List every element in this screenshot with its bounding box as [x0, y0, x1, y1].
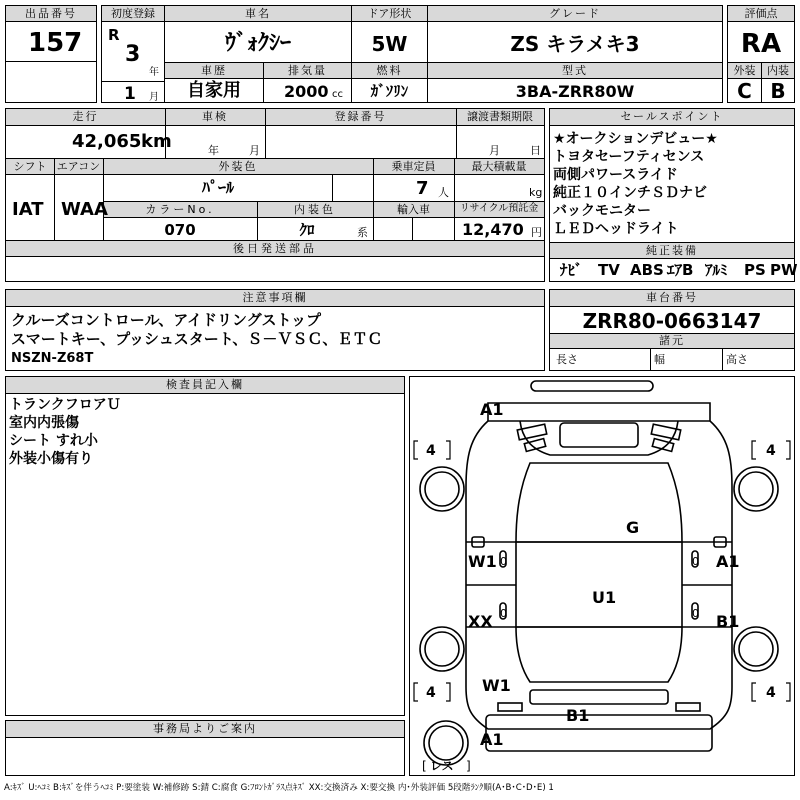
transfer-month-unit: 月 [489, 144, 500, 157]
interior-color-label: 内装色 [294, 203, 336, 216]
transfer-deadline-label: 譲渡書類期限 [467, 110, 533, 123]
height-label: 高さ [726, 353, 748, 366]
mark-rear-center: B1 [566, 706, 590, 725]
inspector-line: 室内内張傷 [9, 415, 79, 431]
equip-item: ｱﾙﾐ [705, 261, 728, 279]
grille [560, 423, 638, 447]
car-name-label: 車名 [165, 6, 351, 22]
car-name-box [164, 5, 352, 63]
office-label: 事務局よりご案内 [6, 721, 404, 738]
recycle-deposit: 12,470 [462, 220, 524, 239]
inspector-line: シート すれ小 [9, 433, 98, 449]
pillar-mark: 0 [500, 607, 507, 620]
tire-front-right-value: 4 [766, 443, 776, 459]
ac-label: エアコン [56, 160, 101, 173]
sales-point: ★オークションデビュー★ [553, 131, 718, 147]
first-registration-label: 初度登録 [102, 6, 164, 22]
notes-box [5, 289, 545, 371]
pillar-mark: 0 [692, 607, 699, 620]
later-parts-label: 後日発送部品 [233, 242, 317, 255]
mark-rear-left: A1 [480, 730, 504, 749]
exterior-color: ﾊﾟｰﾙ [201, 178, 234, 197]
grade-label: グレード [428, 6, 722, 22]
registration-year: 3 [125, 42, 141, 67]
inspection-year-unit: 年 [208, 144, 219, 157]
notes-list [11, 311, 382, 368]
rear-glass [516, 627, 682, 682]
model-code: 3BA-ZRR80W [515, 82, 635, 101]
recycle-label: リサイクル預託金 [459, 203, 539, 214]
color-label: 外装色 [218, 160, 258, 173]
interior-grade-label: 内装 [762, 63, 794, 79]
transfer-day-unit: 日 [530, 144, 541, 157]
legend: A:ｷｽﾞ U:ﾍｺﾐ B:ｷｽﾞを伴うﾍｺﾐ P:要塗装 W:補修跡 S:錆 C:腐食 G:ﾌﾛﾝﾄｶﾞﾗｽ点ｷｽﾞ XX:交換済み X:要交換 内･外装評価 5段階ﾗﾝｸ順(A･B･C･D･E) 1 [4, 783, 554, 793]
tire-front-left-value: 4 [426, 443, 436, 459]
import-label: 輸入車 [397, 203, 430, 216]
era-symbol: R [108, 26, 120, 44]
door-box [351, 5, 428, 63]
exterior-grade: C [737, 79, 752, 103]
fuel-label: 燃料 [352, 63, 427, 79]
damage-diagram-box [409, 376, 795, 776]
office-box [5, 720, 405, 776]
door-type: 5W [371, 32, 408, 56]
grade: ZS キラメキ3 [510, 32, 640, 56]
ac-type: WAA [61, 199, 108, 220]
lot-number: 157 [28, 28, 83, 58]
note-line: スマートキー、プッシュスタート、Ｓ－ＶＳＣ、ＥＴＣ [11, 330, 383, 348]
mileage-unit: km [141, 131, 172, 152]
first-registration-box [101, 5, 165, 103]
displacement-label: 排気量 [264, 63, 351, 79]
chassis-label: 車台番号 [550, 290, 794, 307]
mileage: 42,065 [72, 131, 142, 152]
model-label: 型式 [428, 63, 722, 79]
front-right-wheel [734, 467, 778, 511]
pillar-mark: 0 [692, 555, 699, 568]
specs-table [5, 108, 545, 282]
seating-capacity: 7 [416, 178, 429, 199]
tire-rear-left-value: 4 [426, 685, 436, 701]
notes-label: 注意事項欄 [6, 290, 544, 307]
interior-grade-box [761, 62, 795, 103]
inspector-box [5, 376, 405, 716]
color-number: 070 [164, 221, 196, 239]
sales-point: ＬＥＤヘッドライト [553, 221, 679, 237]
sales-points-list [553, 130, 718, 238]
note-line: クルーズコントロール、アイドリングストップ [11, 311, 322, 329]
width-label: 幅 [654, 353, 665, 366]
rear-left-light [498, 703, 522, 711]
front-bumper-top [531, 381, 653, 391]
sales-point: トヨタセーフティセンス [553, 149, 705, 165]
pillar-mark: 0 [500, 555, 507, 568]
fuel-type: ｶﾞｿﾘﾝ [370, 82, 409, 100]
shift-type: IAT [12, 199, 44, 220]
mark-left-rear-quarter: W1 [482, 676, 511, 695]
mark-right-rear-door: B1 [716, 612, 740, 631]
score-label: 評価点 [728, 6, 794, 22]
lot-number-spacer [5, 61, 97, 103]
chassis-number: ZRR80-0663147 [582, 309, 762, 333]
color-number-label: カラーNo. [145, 203, 215, 216]
sales-point: 両側パワースライド [553, 167, 678, 183]
interior-grade: B [770, 79, 786, 103]
door-label: ドア形状 [352, 6, 427, 22]
mark-roof: U1 [592, 588, 617, 607]
rear-right-light [676, 703, 700, 711]
lot-number-label: 出品番号 [6, 6, 96, 22]
displacement: 2000 [284, 82, 329, 101]
registration-number-label: 登録番号 [334, 110, 387, 123]
front-bumper [488, 403, 710, 421]
equip-item: ｴｱB [667, 261, 694, 279]
mark-left-rear-door: XX [468, 612, 493, 631]
mark-right-front-door: A1 [716, 552, 740, 571]
sales-point: バックモニター [553, 203, 651, 219]
seats-unit: 人 [438, 186, 449, 199]
inspector-notes [9, 396, 121, 468]
displacement-unit: cc [332, 89, 343, 100]
roof [516, 542, 682, 627]
inspector-label: 検査員記入欄 [6, 377, 404, 394]
note-line: NSZN-Z68T [11, 351, 94, 366]
specs-dims-label: 諸元 [550, 333, 794, 349]
shift-label: シフト [13, 160, 47, 173]
inspection-label: 車検 [202, 110, 228, 123]
seats-label: 乗車定員 [391, 160, 436, 173]
tire-rear-right-value: 4 [766, 685, 776, 701]
grade-box [427, 5, 723, 63]
month-unit: 月 [149, 92, 159, 103]
score-box [727, 5, 795, 63]
interior-color-unit: 系 [357, 226, 368, 239]
max-load-label: 最大積載量 [471, 160, 527, 173]
model-box [427, 62, 723, 103]
history-label: 車歴 [165, 63, 263, 79]
rear-bumper [486, 715, 712, 751]
exterior-grade-label: 外装 [728, 63, 761, 79]
equip-item: PS [744, 261, 766, 279]
rear-right-wheel [734, 627, 778, 671]
equip-item: TV [598, 261, 620, 279]
sales-points-box [549, 108, 798, 282]
front-left-wheel [420, 467, 464, 511]
lot-number-box [5, 5, 97, 62]
registration-month: 1 [124, 84, 136, 104]
inspector-line: トランクフロアＵ [9, 397, 121, 413]
auction-score: RA [740, 29, 782, 59]
rest-bracket-left: [ [422, 759, 427, 773]
inspection-month-unit: 月 [249, 144, 260, 157]
displacement-box [263, 62, 352, 103]
equip-item: ABS [630, 261, 664, 279]
length-label: 長さ [556, 353, 578, 366]
mark-front-top: A1 [480, 400, 504, 419]
mark-windshield: G [626, 518, 640, 537]
exterior-grade-box [727, 62, 762, 103]
spare-tire-label: レス [430, 759, 454, 773]
car-name: ｳﾞｫｸｼｰ [224, 31, 291, 56]
equip-item: PW [770, 261, 798, 279]
windshield [516, 463, 682, 542]
mark-left-front-door: W1 [468, 552, 497, 571]
vehicle-history: 自家用 [187, 80, 241, 101]
load-unit: kg [529, 186, 543, 199]
rest-bracket-right: ] [466, 759, 471, 773]
mileage-label: 走行 [72, 110, 99, 123]
fuel-box [351, 62, 428, 103]
chassis-box [549, 289, 795, 371]
inspector-line: 外装小傷有り [9, 451, 93, 467]
equip-item: ﾅﾋﾞ [560, 261, 583, 279]
year-unit: 年 [149, 67, 159, 78]
rear-left-wheel [420, 627, 464, 671]
sales-points-label: セールスポイント [550, 109, 794, 126]
sales-point: 純正１０インチＳＤナビ [553, 185, 707, 201]
rear-spoiler [530, 690, 668, 704]
interior-color: ｸﾛ [299, 221, 315, 239]
recycle-unit: 円 [531, 226, 542, 239]
history-box [164, 62, 264, 103]
car-damage-diagram [410, 377, 794, 775]
equipment-label: 純正装備 [550, 242, 794, 259]
